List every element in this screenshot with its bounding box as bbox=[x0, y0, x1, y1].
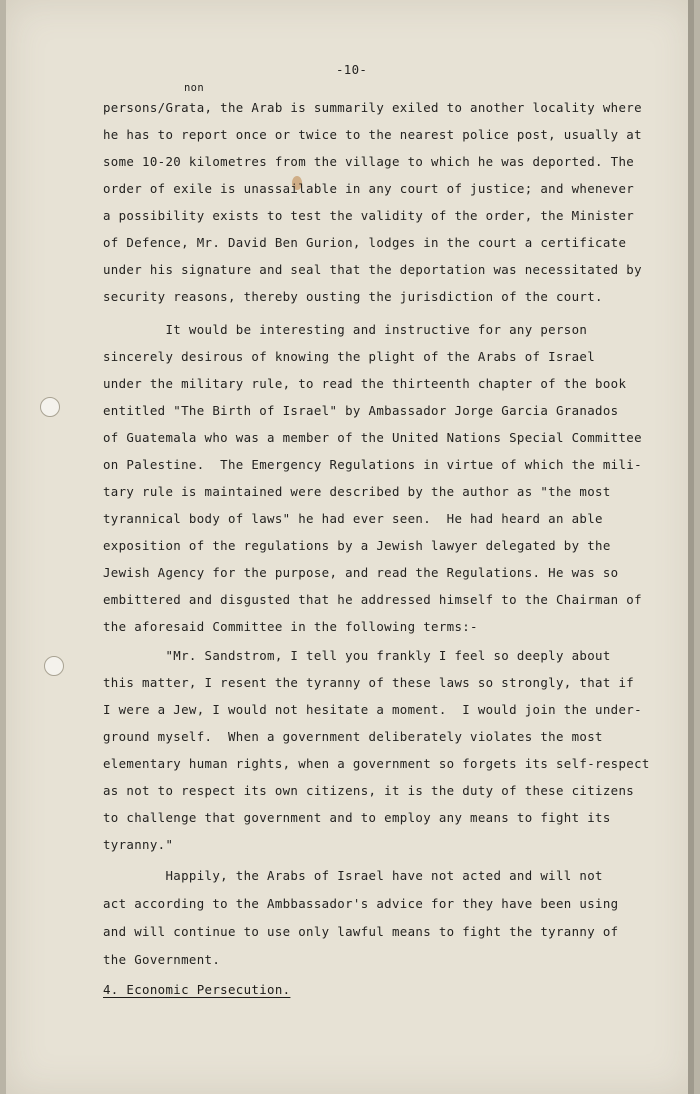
text-line: embittered and disgusted that he addressed himself to the Chairman of bbox=[103, 592, 642, 607]
text-line: of Defence, Mr. David Ben Gurion, lodges in the court a certificate bbox=[103, 235, 627, 250]
page-edge bbox=[688, 0, 694, 1094]
punch-hole-lower bbox=[44, 656, 64, 676]
punch-hole-upper bbox=[40, 397, 60, 417]
page-number: -10- bbox=[336, 62, 368, 77]
quote-line: this matter, I resent the tyranny of these laws so strongly, that if bbox=[103, 675, 635, 690]
interlinear-insertion: non bbox=[184, 82, 205, 94]
text-line: persons/Grata, the Arab is summarily exiled to another locality where bbox=[103, 100, 642, 115]
quote-line: I were a Jew, I would not hesitate a moment. I would join the under- bbox=[103, 702, 642, 717]
text-line: entitled "The Birth of Israel" by Ambassador Jorge Garcia Granados bbox=[103, 403, 619, 418]
text-line: of Guatemala who was a member of the United Nations Special Committee bbox=[103, 430, 642, 445]
text-line: a possibility exists to test the validity of the order, the Minister bbox=[103, 208, 635, 223]
text-line: sincerely desirous of knowing the plight of the Arabs of Israel bbox=[103, 349, 596, 364]
quote-line: elementary human rights, when a government so forgets its self-respect bbox=[103, 756, 650, 771]
text-line: the aforesaid Committee in the following terms:- bbox=[103, 619, 478, 634]
quote-line: as not to respect its own citizens, it is the duty of these citizens bbox=[103, 783, 635, 798]
text-line: security reasons, thereby ousting the jurisdiction of the court. bbox=[103, 289, 603, 304]
text-line: It would be interesting and instructive for any person bbox=[103, 322, 588, 337]
quote-line: to challenge that government and to employ any means to fight its bbox=[103, 810, 611, 825]
text-line: under the military rule, to read the thirteenth chapter of the book bbox=[103, 376, 627, 391]
text-line: act according to the Ambbassador's advice for they have been using bbox=[103, 896, 619, 911]
quote-line: ground myself. When a government deliberately violates the most bbox=[103, 729, 603, 744]
text-line: he has to report once or twice to the nearest police post, usually at bbox=[103, 127, 642, 142]
text-line: order of exile is unassailable in any court of justice; and whenever bbox=[103, 181, 635, 196]
text-line: on Palestine. The Emergency Regulations in virtue of which the mili- bbox=[103, 457, 642, 472]
text-line: the Government. bbox=[103, 952, 221, 967]
text-line: under his signature and seal that the deportation was necessitated by bbox=[103, 262, 642, 277]
text-line: Happily, the Arabs of Israel have not acted and will not bbox=[103, 868, 603, 883]
text-line: and will continue to use only lawful means to fight the tyranny of bbox=[103, 924, 619, 939]
text-line: some 10-20 kilometres from the village to which he was deported. The bbox=[103, 154, 635, 169]
text-line: tyrannical body of laws" he had ever seen. He had heard an able bbox=[103, 511, 603, 526]
section-heading: 4. Economic Persecution. bbox=[103, 982, 291, 997]
quote-line: tyranny." bbox=[103, 837, 174, 852]
quote-line: "Mr. Sandstrom, I tell you frankly I feel so deeply about bbox=[103, 648, 611, 663]
text-line: tary rule is maintained were described by the author as "the most bbox=[103, 484, 611, 499]
text-line: exposition of the regulations by a Jewish lawyer delegated by the bbox=[103, 538, 611, 553]
text-line: Jewish Agency for the purpose, and read the Regulations. He was so bbox=[103, 565, 619, 580]
